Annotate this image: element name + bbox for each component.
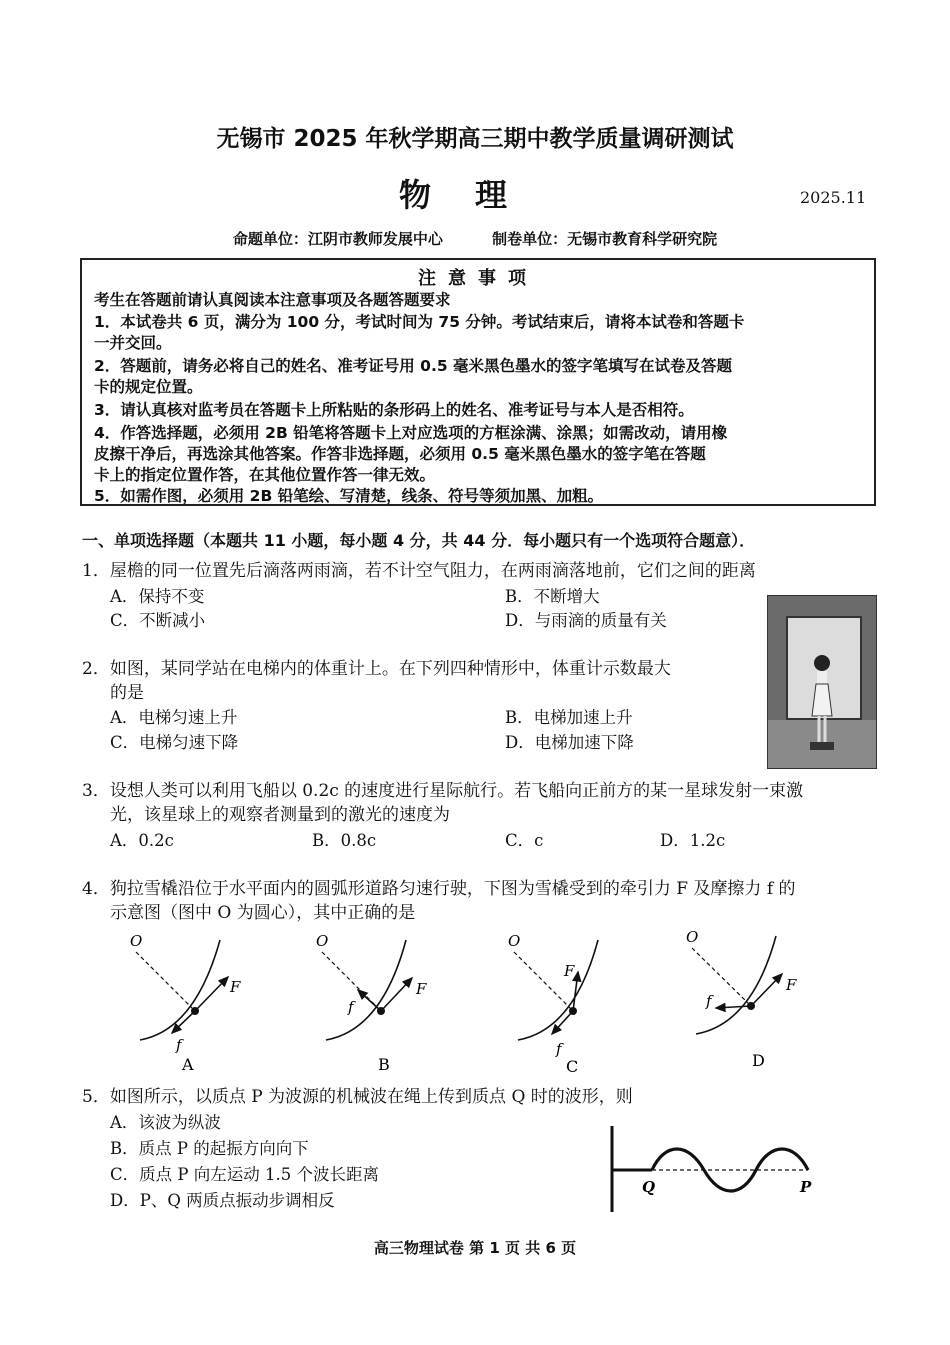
origin-label: O	[130, 932, 143, 950]
q3-option-c: C．c	[505, 831, 544, 850]
diagram-b-label: B	[378, 1055, 390, 1074]
exam-title: 无锡市 2025 年秋学期高三期中教学质量调研测试	[216, 126, 734, 152]
force-F-label: F	[230, 978, 241, 996]
q1-option-d: D．与雨滴的质量有关	[505, 611, 667, 630]
q2-option-c: C．电梯匀速下降	[110, 733, 239, 752]
q2-option-b: B．电梯加速上升	[505, 708, 633, 727]
q5-option-c: C．质点 P 向左运动 1.5 个波长距离	[110, 1165, 379, 1184]
point-p-label: P	[800, 1178, 812, 1196]
q5-option-b: B．质点 P 的起振方向向下	[110, 1139, 309, 1158]
diagram-a	[130, 932, 241, 1074]
q2-stem: 2．如图，某同学站在电梯内的体重计上。在下列四种情形中，体重计示数最大	[82, 659, 671, 679]
section-heading: 一、单项选择题（本题共 11 小题，每小题 4 分，共 44 分．每小题只有一个选项符合题意）．	[82, 531, 756, 550]
q3-option-a: A．0.2c	[110, 831, 174, 850]
q3-option-d: D．1.2c	[660, 831, 726, 850]
notice-line: 5．如需作图，必须用 2B 铅笔绘、写清楚，线条、符号等须加黑、加粗。	[94, 487, 604, 505]
notice-title: 注意事项	[418, 268, 538, 289]
page-footer: 高三物理试卷 第 1 页 共 6 页	[373, 1239, 577, 1257]
q1-stem: 1．屋檐的同一位置先后滴落两雨滴，若不计空气阻力，在两雨滴落地前，它们之间的距离	[82, 561, 756, 581]
diagram-d	[686, 930, 797, 1070]
subject-title: 物理	[398, 176, 551, 214]
diagram-b	[316, 932, 427, 1074]
friction-f-label: f	[706, 992, 712, 1010]
q4-stem: 4．狗拉雪橇沿位于水平面内的圆弧形道路匀速行驶，下图为雪橇受到的牵引力 F 及摩擦力 f 的	[82, 879, 796, 899]
force-F-label: F	[416, 980, 427, 998]
notice-intro: 考生在答题前请认真阅读本注意事项及各题答题要求	[94, 291, 451, 309]
diagram-c	[508, 932, 598, 1076]
q3-stem: 3．设想人类可以利用飞船以 0.2c 的速度进行星际航行。若飞船向正前方的某一星球发射一束激	[82, 781, 804, 801]
notice-line: 一并交回。	[94, 334, 172, 352]
friction-f-label: f	[348, 998, 354, 1016]
diagram-d-label: D	[752, 1051, 765, 1070]
notice-line: 3．请认真核对监考员在答题卡上所粘贴的条形码上的姓名、准考证号与本人是否相符。	[94, 401, 694, 419]
notice-line: 1．本试卷共 6 页，满分为 100 分，考试时间为 75 分钟。考试结束后，请将本试卷和答题卡	[94, 313, 745, 331]
q4-figure	[100, 930, 880, 1080]
notice-line: 4．作答选择题，必须用 2B 铅笔将答题卡上对应选项的方框涂满、涂黑；如需改动，请用橡	[94, 424, 728, 442]
exam-date: 2025.11	[800, 188, 867, 207]
elevator-photo	[767, 595, 877, 769]
wave-figure	[600, 1120, 830, 1220]
q5-option-d: D．P、Q 两质点振动步调相反	[110, 1191, 335, 1210]
setter-unit: 命题单位：江阴市教师发展中心	[232, 230, 443, 248]
notice-line: 2．答题前，请务必将自己的姓名、准考证号用 0.5 毫米黑色墨水的签字笔填写在试卷及答题	[94, 357, 733, 375]
notice-line: 皮擦干净后，再选涂其他答案。作答非选择题，必须用 0.5 毫米黑色墨水的签字笔在答题	[94, 445, 706, 463]
q3-stem-cont: 光，该星球上的观察者测量到的激光的速度为	[110, 805, 450, 825]
notice-line: 卡上的指定位置作答，在其他位置作答一律无效。	[94, 466, 436, 484]
q2-stem-cont: 的是	[110, 683, 144, 703]
friction-f-label: f	[556, 1040, 562, 1058]
q4-stem-cont: 示意图（图中 O 为圆心），其中正确的是	[110, 903, 416, 923]
q5-stem: 5．如图所示，以质点 P 为波源的机械波在绳上传到质点 Q 时的波形，则	[82, 1087, 633, 1107]
q3-option-b: B．0.8c	[312, 831, 377, 850]
notice-line: 卡的规定位置。	[94, 378, 203, 396]
origin-label: O	[316, 932, 329, 950]
maker-unit: 制卷单位：无锡市教育科学研究院	[492, 230, 718, 248]
force-F-label: F	[786, 976, 797, 994]
q5-option-a: A．该波为纵波	[110, 1113, 221, 1132]
q2-option-d: D．电梯加速下降	[505, 733, 634, 752]
q2-option-a: A．电梯匀速上升	[110, 708, 238, 727]
force-F-label: F	[564, 962, 575, 980]
origin-label: O	[686, 930, 699, 946]
friction-f-label: f	[176, 1036, 182, 1054]
diagram-c-label: C	[566, 1057, 579, 1076]
units-line	[0, 228, 950, 249]
q1-option-b: B．不断增大	[505, 587, 600, 606]
q1-option-a: A．保持不变	[110, 587, 205, 606]
point-q-label: Q	[642, 1178, 656, 1196]
girl-figure	[810, 654, 834, 754]
q1-option-c: C．不断减小	[110, 611, 206, 630]
origin-label: O	[508, 932, 521, 950]
notice-box	[80, 258, 876, 506]
diagram-a-label: A	[182, 1055, 194, 1074]
